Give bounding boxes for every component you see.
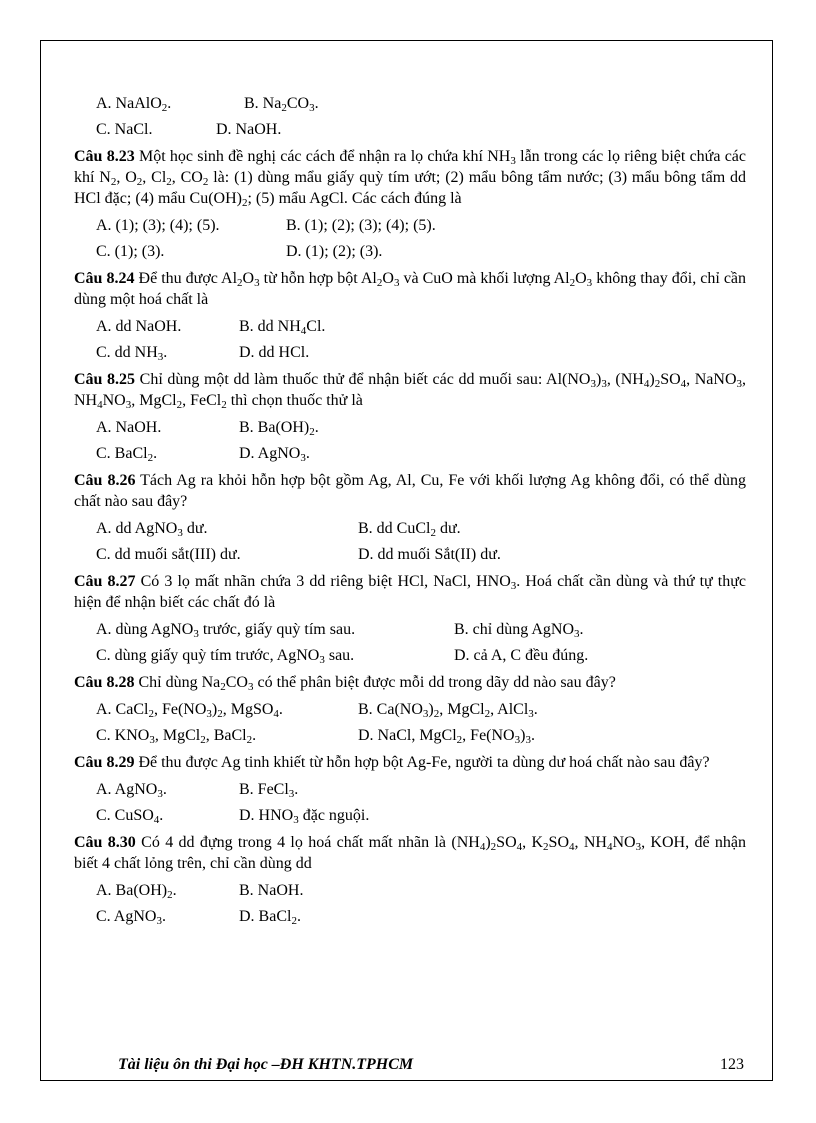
answer-option xyxy=(96,415,239,441)
text-run: D. cả A, C đều đúng. xyxy=(454,647,589,664)
subscript: 3 xyxy=(254,277,260,289)
question-number: Câu 8.27 xyxy=(74,573,136,590)
text-run: D. NaOH. xyxy=(216,121,282,138)
text-run: ) xyxy=(595,371,602,388)
text-run: D. NaCl, MgCl xyxy=(358,727,457,744)
text-run: trước, giấy quỳ tím sau. xyxy=(198,621,356,638)
answer-option xyxy=(96,340,239,366)
text-run: , AlCl xyxy=(490,701,529,718)
text-run: , MgSO xyxy=(222,701,274,718)
answer-options-row xyxy=(74,213,746,239)
subscript: 3 xyxy=(288,788,295,800)
subscript: 3 xyxy=(393,277,400,289)
subscript: 3 xyxy=(206,708,212,720)
text-run: từ hỗn hợp bột Al xyxy=(259,270,377,287)
subscript: 3 xyxy=(149,734,155,746)
subscript: 3 xyxy=(514,734,521,746)
question-number: Câu 8.29 xyxy=(74,754,135,771)
text-run: D. (1); (2); (3). xyxy=(286,243,383,260)
answer-option xyxy=(239,415,319,441)
text-run: SO xyxy=(496,834,517,851)
subscript: 2 xyxy=(376,277,383,289)
answer-option xyxy=(96,878,239,904)
answer-option xyxy=(239,904,301,930)
answer-options-row xyxy=(74,777,746,803)
text-run: , MgCl xyxy=(154,727,201,744)
answer-option xyxy=(239,878,303,904)
answer-option xyxy=(239,314,325,340)
question-text xyxy=(74,752,746,773)
text-run: A. NaAlO xyxy=(96,95,162,112)
text-run: đặc nguội. xyxy=(298,807,370,824)
subscript: 3 xyxy=(422,708,429,720)
subscript: 3 xyxy=(574,628,580,640)
answer-option xyxy=(286,213,436,239)
answer-option xyxy=(96,117,216,143)
text-run: ) xyxy=(649,371,655,388)
text-run: ) xyxy=(520,727,526,744)
answer-option xyxy=(96,239,286,265)
answer-option xyxy=(96,803,239,829)
text-run: , FeCl xyxy=(182,392,222,409)
subscript: 3 xyxy=(300,452,306,464)
text-run: SO xyxy=(548,834,569,851)
text-run: A. dd NaOH. xyxy=(96,318,182,335)
text-run: . xyxy=(159,807,164,824)
question-number: Câu 8.24 xyxy=(74,270,135,287)
subscript: 3 xyxy=(635,841,642,853)
answer-option xyxy=(358,516,461,542)
answer-options-row xyxy=(74,117,746,143)
answer-option xyxy=(96,542,358,568)
subscript: 2 xyxy=(148,708,154,720)
answer-options-row xyxy=(74,542,746,568)
text-run: , MgCl xyxy=(131,392,177,409)
subscript: 3 xyxy=(736,378,743,390)
answer-options-row xyxy=(74,516,746,542)
answer-options-row xyxy=(74,723,746,749)
text-run: C. NaCl. xyxy=(96,121,153,138)
subscript: 2 xyxy=(241,197,248,209)
text-run: ; (5) mẩu AgCl. Các cách đúng là xyxy=(247,190,462,207)
answer-option xyxy=(96,91,244,117)
text-run: , Fe(NO xyxy=(153,701,207,718)
text-run: B. Ba(OH) xyxy=(239,419,310,436)
text-run: O xyxy=(575,270,587,287)
answer-option xyxy=(286,239,382,265)
subscript: 4 xyxy=(606,841,613,853)
answer-option xyxy=(96,723,358,749)
text-run: , NH xyxy=(74,371,747,409)
subscript: 3 xyxy=(319,654,325,666)
text-run: . xyxy=(530,727,535,744)
text-run: . xyxy=(161,908,166,925)
answer-options-row xyxy=(74,415,746,441)
text-run: , (NH xyxy=(606,371,644,388)
subscript: 2 xyxy=(484,708,491,720)
text-run: . xyxy=(533,701,538,718)
subscript: 3 xyxy=(156,915,162,927)
answer-options-row xyxy=(74,697,746,723)
text-run: Chỉ dùng Na xyxy=(134,674,221,691)
text-run: Để thu được Al xyxy=(134,270,238,287)
text-run: . xyxy=(153,445,158,462)
question-text xyxy=(74,672,746,693)
text-run: , O xyxy=(116,169,137,186)
subscript: 4 xyxy=(569,841,575,853)
answer-option xyxy=(239,340,309,366)
text-run: C. AgNO xyxy=(96,908,157,925)
answer-option xyxy=(96,777,239,803)
subscript: 2 xyxy=(237,277,243,289)
question-text xyxy=(74,832,746,874)
answer-option xyxy=(358,542,501,568)
question-number: Câu 8.25 xyxy=(74,371,136,388)
subscript: 2 xyxy=(200,734,206,746)
text-run: không thay đổi, chỉ cần dùng một hoá chất là xyxy=(74,270,747,308)
text-run: . Hoá chất cần dùng và thứ tự thực hiện để nhận biết các chất đó là xyxy=(74,573,747,611)
text-run: Cl. xyxy=(306,318,326,335)
subscript: 3 xyxy=(177,527,183,539)
subscript: 3 xyxy=(157,788,163,800)
subscript: 2 xyxy=(217,708,223,720)
answer-option xyxy=(96,314,239,340)
text-run: . xyxy=(296,908,301,925)
subscript: 2 xyxy=(176,399,183,411)
answer-option xyxy=(239,441,310,467)
subscript: 3 xyxy=(157,351,164,363)
answer-option xyxy=(239,777,298,803)
answer-option xyxy=(96,213,286,239)
question-number: Câu 8.23 xyxy=(74,148,135,165)
subscript: 2 xyxy=(281,102,287,114)
subscript: 2 xyxy=(291,915,297,927)
text-run: Có 3 lọ mất nhãn chứa 3 dd riêng biệt HCl, NaCl, HNO xyxy=(135,573,511,590)
subscript: 3 xyxy=(247,681,254,693)
subscript: 4 xyxy=(643,378,650,390)
text-run: , NH xyxy=(574,834,607,851)
text-run: D. AgNO xyxy=(239,445,301,462)
text-run: C. dd muối sắt(III) dư. xyxy=(96,546,241,563)
answer-options-row xyxy=(74,617,746,643)
text-run: A. NaOH. xyxy=(96,419,162,436)
text-run: thì chọn thuốc thử là xyxy=(226,392,363,409)
subscript: 2 xyxy=(490,841,497,853)
subscript: 4 xyxy=(273,708,279,720)
answer-option xyxy=(96,697,358,723)
text-run: Một học sinh đề nghị các cách để nhận ra lọ chứa khí NH xyxy=(134,148,511,165)
question-text xyxy=(74,369,746,411)
answer-option xyxy=(96,643,454,669)
question-text xyxy=(74,268,746,310)
text-run: D. dd HCl. xyxy=(239,344,310,361)
subscript: 4 xyxy=(97,399,103,411)
subscript: 2 xyxy=(430,527,436,539)
subscript: 4 xyxy=(300,325,307,337)
text-run: ) xyxy=(428,701,434,718)
answer-option xyxy=(96,904,239,930)
text-run: , Fe(NO xyxy=(462,727,515,744)
answer-options-row xyxy=(74,878,746,904)
question-number: Câu 8.30 xyxy=(74,834,136,851)
answer-option xyxy=(216,117,281,143)
subscript: 3 xyxy=(510,580,517,592)
page-content xyxy=(74,91,746,930)
text-run: CO xyxy=(225,674,248,691)
subscript: 4 xyxy=(153,814,160,826)
subscript: 2 xyxy=(147,452,154,464)
subscript: 4 xyxy=(680,378,687,390)
subscript: 3 xyxy=(309,102,315,114)
answer-options-row xyxy=(74,340,746,366)
text-run: B. dd CuCl xyxy=(358,520,431,537)
text-run: Chỉ dùng một dd làm thuốc thử để nhận biết các dd muối sau: Al(NO xyxy=(135,371,591,388)
text-run: SO xyxy=(660,371,681,388)
text-run: dư. xyxy=(435,520,461,537)
text-run: , MgCl xyxy=(439,701,485,718)
subscript: 3 xyxy=(510,155,516,167)
question-number: Câu 8.26 xyxy=(74,472,136,489)
text-run: . xyxy=(252,727,257,744)
text-run: D. HNO xyxy=(239,807,294,824)
text-run: D. BaCl xyxy=(239,908,292,925)
text-run: ) xyxy=(211,701,218,718)
subscript: 2 xyxy=(456,734,463,746)
text-run: B. chỉ dùng AgNO xyxy=(454,621,574,638)
answer-option xyxy=(358,697,538,723)
question-text xyxy=(74,146,746,209)
question-text xyxy=(74,571,746,613)
text-run: B. FeCl xyxy=(239,781,289,798)
text-run: O xyxy=(382,270,394,287)
page-footer xyxy=(118,1056,744,1074)
text-run: A. dd AgNO xyxy=(96,520,178,537)
text-run: . xyxy=(305,445,310,462)
subscript: 2 xyxy=(569,277,576,289)
text-run: sau. xyxy=(324,647,355,664)
answer-options-row xyxy=(74,441,746,467)
subscript: 4 xyxy=(479,841,486,853)
subscript: 3 xyxy=(193,628,199,640)
text-run: dư. xyxy=(182,520,208,537)
text-run: . xyxy=(314,419,319,436)
text-run: . xyxy=(167,95,172,112)
answer-option xyxy=(244,91,319,117)
text-run: C. BaCl xyxy=(96,445,148,462)
answer-option xyxy=(239,803,369,829)
text-run: CO xyxy=(286,95,310,112)
answer-options-row xyxy=(74,314,746,340)
text-run: . xyxy=(163,344,168,361)
answer-options-row xyxy=(74,643,746,669)
text-run: Có 4 dd đựng trong 4 lọ hoá chất mất nhãn là (NH xyxy=(135,834,480,851)
answer-option xyxy=(454,617,584,643)
answer-options-row xyxy=(74,91,746,117)
answer-options-row xyxy=(74,239,746,265)
subscript: 3 xyxy=(125,399,132,411)
text-run: , BaCl xyxy=(205,727,247,744)
subscript: 2 xyxy=(221,399,227,411)
subscript: 3 xyxy=(293,814,299,826)
text-run: , KOH, để nhận biết 4 chất lỏng trên, chỉ cần dùng dd xyxy=(74,834,747,872)
text-run: C. (1); (3). xyxy=(96,243,165,260)
subscript: 3 xyxy=(525,734,531,746)
answer-options-row xyxy=(74,803,746,829)
answer-option xyxy=(96,516,358,542)
subscript: 2 xyxy=(654,378,661,390)
text-run: O xyxy=(242,270,255,287)
text-run: ) xyxy=(485,834,491,851)
text-run: NO xyxy=(612,834,636,851)
text-run: Để thu được Ag tinh khiết từ hỗn hợp bột Ag-Fe, người ta dùng dư hoá chất nào sau đây? xyxy=(134,754,710,771)
subscript: 3 xyxy=(586,277,593,289)
answer-option xyxy=(454,643,588,669)
text-run: NO xyxy=(102,392,126,409)
subscript: 2 xyxy=(136,176,143,188)
subscript: 3 xyxy=(601,378,607,390)
subscript: 2 xyxy=(220,681,226,693)
text-run: có thể phân biệt được mỗi dd trong dãy dd nào sau đây? xyxy=(253,674,616,691)
footer-source: Tài liệu ôn thi Đại học –ĐH KHTN.TPHCM xyxy=(118,1056,414,1073)
subscript: 2 xyxy=(110,176,117,188)
text-run: A. AgNO xyxy=(96,781,158,798)
text-run: B. NaOH. xyxy=(239,882,304,899)
answer-option xyxy=(96,617,454,643)
text-run: B. dd NH xyxy=(239,318,301,335)
text-run: B. Na xyxy=(244,95,282,112)
subscript: 2 xyxy=(309,426,315,438)
subscript: 2 xyxy=(202,176,209,188)
subscript: 2 xyxy=(161,102,168,114)
answer-option xyxy=(96,441,239,467)
text-run: và CuO mà khối lượng Al xyxy=(399,270,570,287)
subscript: 3 xyxy=(590,378,596,390)
text-run: . xyxy=(162,781,167,798)
subscript: 3 xyxy=(528,708,534,720)
text-run: C. dd NH xyxy=(96,344,158,361)
text-run: , CO xyxy=(171,169,203,186)
text-run: . xyxy=(294,781,299,798)
text-run: D. dd muối Sắt(II) dư. xyxy=(358,546,501,563)
page-number: 123 xyxy=(720,1056,744,1073)
text-run: , K xyxy=(522,834,544,851)
text-run: C. dùng giấy quỳ tím trước, AgNO xyxy=(96,647,320,664)
text-run: B. Ca(NO xyxy=(358,701,423,718)
text-run: , NaNO xyxy=(686,371,737,388)
question-text xyxy=(74,470,746,512)
subscript: 4 xyxy=(516,841,523,853)
text-run: lẫn trong các lọ riêng biệt chứa các khí N xyxy=(74,148,747,186)
text-run: B. (1); (2); (3); (4); (5). xyxy=(286,217,436,234)
text-run: là: (1) dùng mẩu giấy quỳ tím ướt; (2) mẩu bông tẩm nước; (3) mẩu bông tẩm dd HCl đặc; (4) mẩu Cu(OH) xyxy=(74,169,746,207)
text-run: A. Ba(OH) xyxy=(96,882,168,899)
text-run: . xyxy=(314,95,319,112)
text-run: , Cl xyxy=(142,169,167,186)
subscript: 2 xyxy=(166,176,172,188)
subscript: 2 xyxy=(543,841,549,853)
subscript: 2 xyxy=(433,708,440,720)
answer-option xyxy=(358,723,535,749)
text-run: A. CaCl xyxy=(96,701,149,718)
text-run: Tách Ag ra khỏi hỗn hợp bột gồm Ag, Al, Cu, Fe với khối lượng Ag không đổi, có thể dùng chất nào sau đây? xyxy=(74,472,747,510)
text-run: A. (1); (3); (4); (5). xyxy=(96,217,220,234)
text-run: . xyxy=(579,621,584,638)
text-run: C. KNO xyxy=(96,727,150,744)
text-run: C. CuSO xyxy=(96,807,154,824)
text-run: A. dùng AgNO xyxy=(96,621,194,638)
answer-options-row xyxy=(74,904,746,930)
subscript: 2 xyxy=(246,734,253,746)
question-number: Câu 8.28 xyxy=(74,674,135,691)
text-run: . xyxy=(172,882,177,899)
text-run: . xyxy=(278,701,283,718)
subscript: 2 xyxy=(167,889,173,901)
